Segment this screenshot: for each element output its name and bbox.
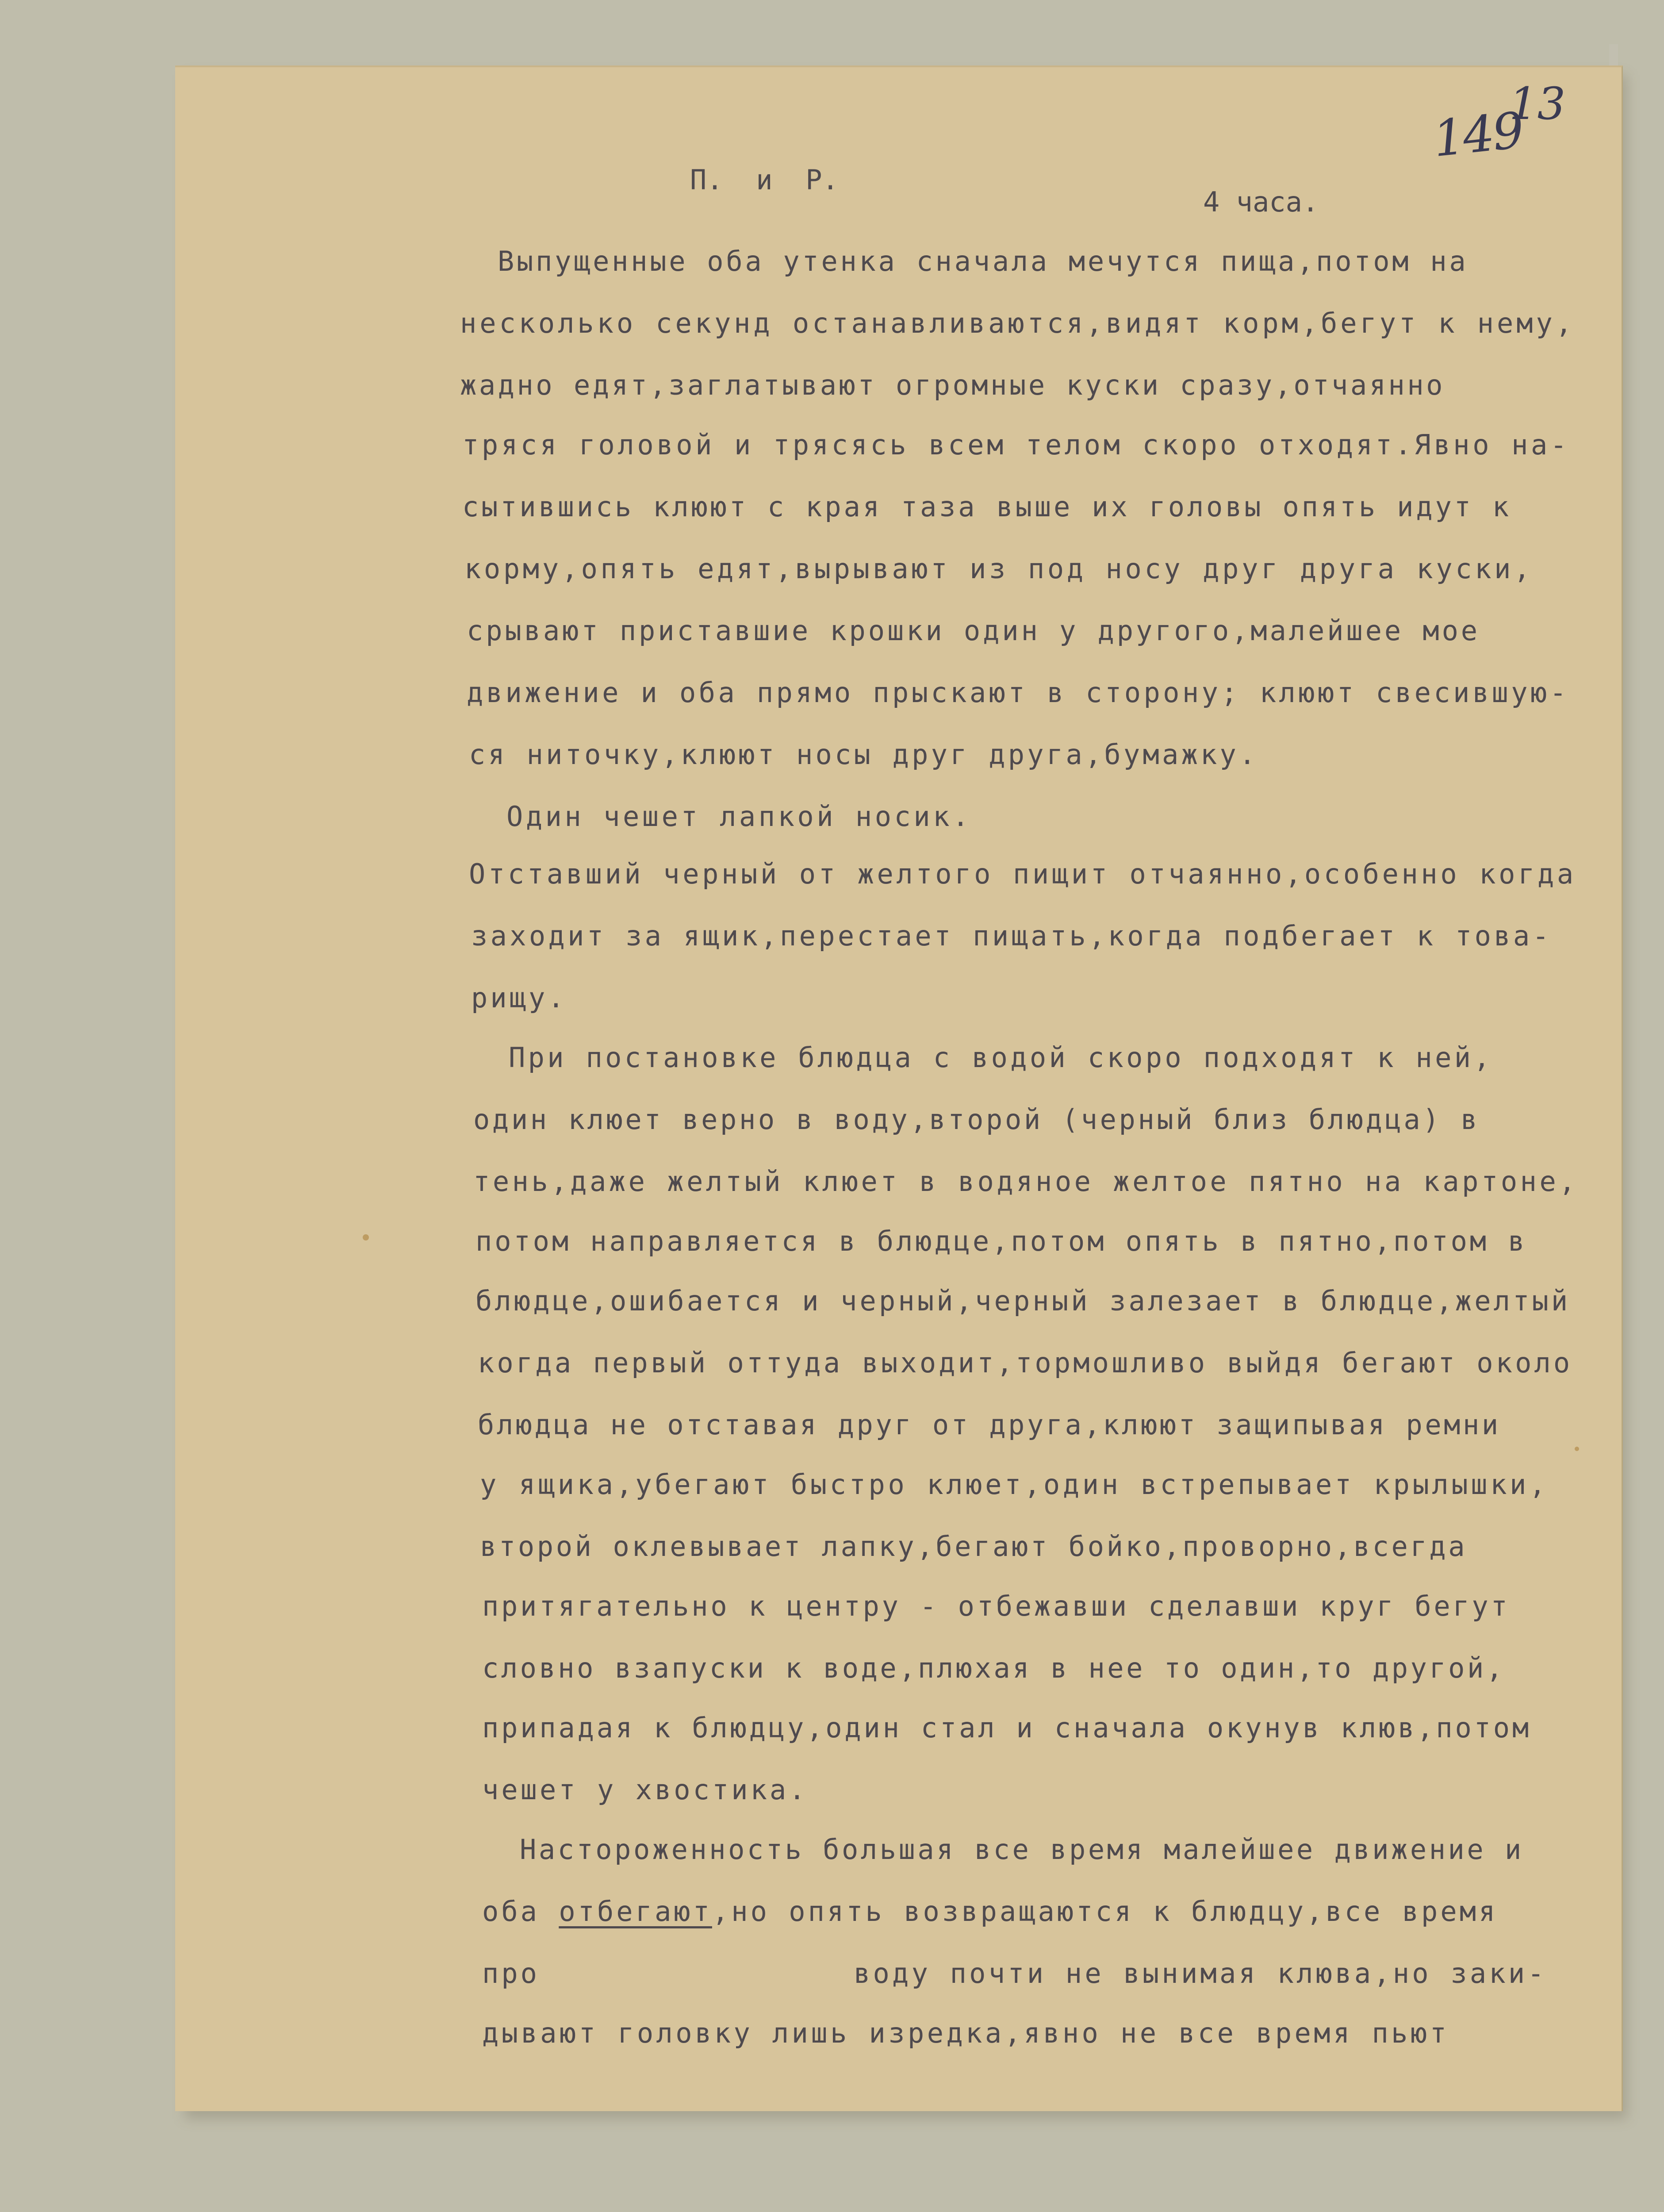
text-line-22: второй оклевывает лапку,бегают бойко,проворно,всегда [480, 1530, 1468, 1563]
text-line-10: Один чешет лапкой носик. [506, 800, 972, 833]
text-line-15: один клюет верно в воду,второй (черный близ блюдца) в [473, 1103, 1480, 1136]
text-line-28-end: ,но опять возвращаются к блюдцу,все время [712, 1895, 1498, 1928]
text-line-3: жадно едят,заглатывают огромные куски сразу,отчаянно [460, 369, 1445, 401]
text-line-21: у ящика,убегают быстро клюет,один встрепывает крылышки, [480, 1468, 1549, 1501]
paper-speck [363, 1234, 369, 1240]
text-line-18: блюдце,ошибается и черный,черный залезает в блюдце,желтый [475, 1285, 1571, 1317]
text-line-27: Настороженность большая все время малейшее движение и [520, 1833, 1524, 1866]
text-line-4: тряся головой и трясясь всем телом скоро отходят.Явно на- [462, 429, 1570, 461]
paper-speck [1575, 1447, 1579, 1451]
text-line-29-start: про [482, 1957, 540, 1989]
text-line-19: когда первый оттуда выходит,тормошливо выйдя бегают около [478, 1347, 1573, 1379]
text-line-25: припадая к блюдцу,один стал и сначала окунув клюв,потом [482, 1712, 1531, 1744]
text-line-7: срывают приставшие крошки один у другого,малейшее мое [467, 614, 1480, 647]
text-line-13: рищу. [471, 982, 567, 1014]
text-line-20: блюдца не отставая друг от друга,клюют защипывая ремни [478, 1409, 1501, 1441]
text-line-16: тень,даже желтый клюет в водяное желтое пятно на картоне, [473, 1165, 1579, 1198]
text-line-24: словно взапуски к воде,плюхая в нее то один,то другой, [482, 1652, 1505, 1684]
text-line-29-end: воду почти не вынимая клюва,но заки- [854, 1957, 1547, 1989]
underlined-word: отбегают [559, 1895, 712, 1928]
text-line-12: заходит за ящик,перестает пищать,когда подбегает к това- [471, 920, 1552, 952]
text-line-6: корму,опять едят,вырывают из под носу друг друга куски, [464, 553, 1533, 585]
heading-left: П. и Р. [690, 164, 839, 196]
text-line-9: ся ниточку,клюют носы друг друга,бумажку. [469, 738, 1258, 771]
text-line-2: несколько секунд останавливаются,видят корм,бегут к нему, [460, 307, 1575, 339]
text-line-1: Выпущенные оба утенка сначала мечутся пища,потом на [498, 245, 1468, 277]
text-line-17: потом направляется в блюдце,потом опять в пятно,потом в [475, 1225, 1527, 1257]
handwritten-page-number: 149 [1430, 101, 1526, 169]
text-line-26: чешет у хвостика. [482, 1774, 808, 1806]
text-line-28 [482, 1895, 1498, 1928]
text-line-5: сытившись клюют с края таза выше их головы опять идут к [462, 491, 1511, 523]
text-line-11: Отставший черный от желтого пищит отчаянно,особенно когда [469, 858, 1576, 890]
text-line-28-start: оба [482, 1895, 559, 1928]
text-line-23: притягательно к центру - отбежавши сделавши круг бегут [482, 1590, 1510, 1622]
heading-right: 4 часа. [1203, 186, 1319, 218]
handwritten-folio: 13 [1509, 78, 1566, 130]
text-line-14: При постановке блюдца с водой скоро подходят к ней, [509, 1041, 1493, 1074]
text-line-8: движение и оба прямо прыскают в сторону; клюют свесившую- [467, 676, 1569, 709]
text-line-30: дывают головку лишь изредка,явно не все время пьют [482, 2017, 1449, 2049]
